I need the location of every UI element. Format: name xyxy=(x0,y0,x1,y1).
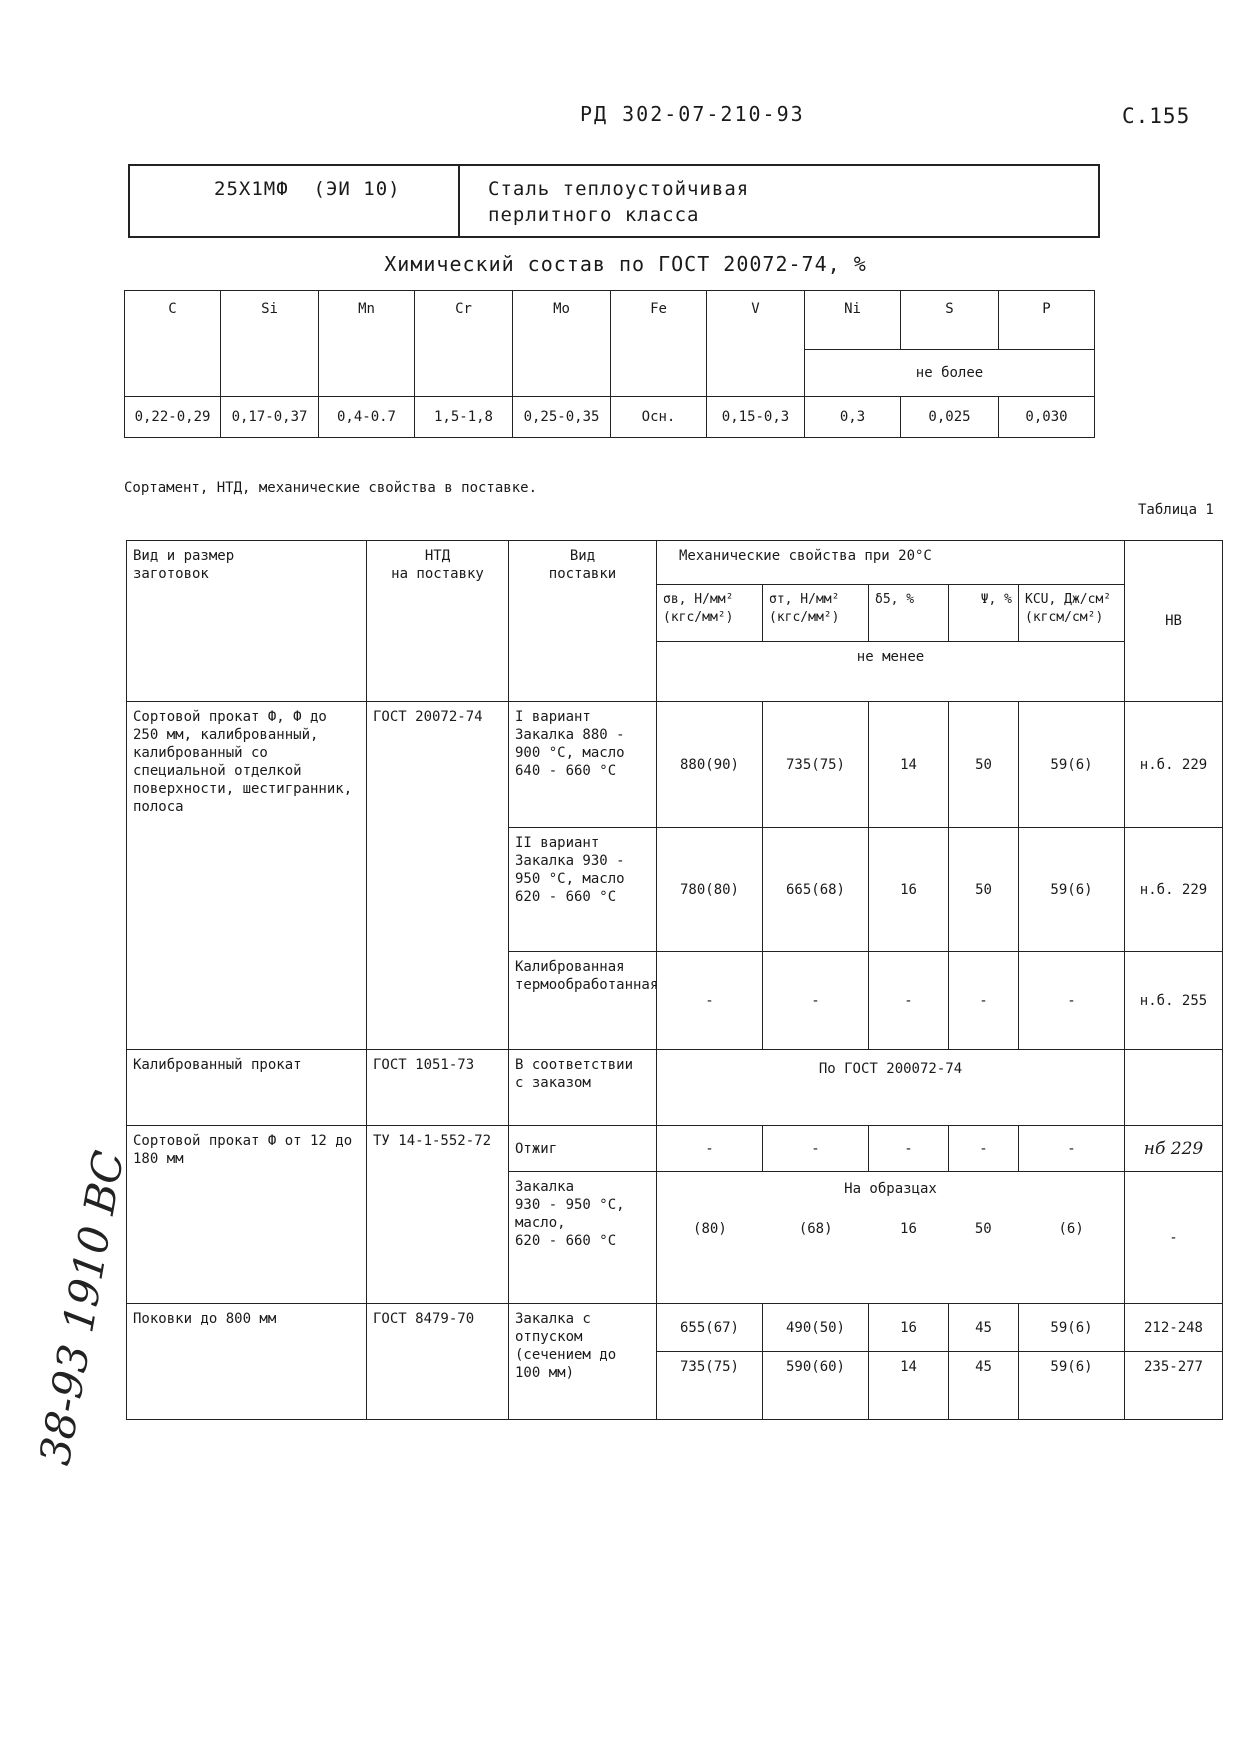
row3b-delivery: Закалка 930 - 950 °С, масло, 620 - 660 °С xyxy=(509,1172,657,1304)
row1c-kcu: - xyxy=(1019,952,1125,1050)
chem-header-si: Si xyxy=(221,291,319,397)
assortment-title: Сортамент, НТД, механические свойства в поставке. xyxy=(124,480,538,496)
row4-kind: Поковки до 800 мм xyxy=(127,1304,367,1420)
chem-value-mo: 0,25-0,35 xyxy=(513,397,611,438)
chem-header-fe: Fe xyxy=(611,291,707,397)
document-code: РД 302-07-210-93 xyxy=(580,102,805,126)
row1a-delivery: I вариант Закалка 880 - 900 °С, масло 640 - 660 °С xyxy=(509,702,657,828)
row4-ntd: ГОСТ 8479-70 xyxy=(367,1304,509,1420)
row1b-hb: н.б. 229 xyxy=(1125,828,1223,952)
row1c-sigma-t: - xyxy=(763,952,869,1050)
chem-header-ni: Ni xyxy=(805,291,901,350)
row3b-psi: 50 xyxy=(974,1221,992,1237)
row3a-hb: нб 229 xyxy=(1125,1126,1223,1172)
chem-value-s: 0,025 xyxy=(901,397,999,438)
chemical-composition-title: Химический состав по ГОСТ 20072-74, % xyxy=(384,252,867,276)
row3b-props xyxy=(657,1172,1125,1304)
row4b-hb: 235-277 xyxy=(1125,1352,1223,1420)
row2-hb xyxy=(1125,1050,1223,1126)
steel-grade: 25Х1МФ (ЭИ 10) xyxy=(214,178,401,200)
steel-description-line1: Сталь теплоустойчивая xyxy=(488,178,750,200)
chem-header-p: P xyxy=(999,291,1095,350)
table-label: Таблица 1 xyxy=(1138,502,1214,518)
row2-props: По ГОСТ 200072-74 xyxy=(657,1050,1125,1126)
chem-value-fe: Осн. xyxy=(611,397,707,438)
header-delta: δ5, % xyxy=(869,585,949,642)
row3a-delivery: Отжиг xyxy=(509,1126,657,1172)
row1b-sigma-b: 780(80) xyxy=(657,828,763,952)
page-number: С.155 xyxy=(1122,104,1191,128)
row3a-psi: - xyxy=(949,1126,1019,1172)
row1a-delta: 14 xyxy=(869,702,949,828)
chem-value-ni: 0,3 xyxy=(805,397,901,438)
row1c-psi: - xyxy=(949,952,1019,1050)
row4a-psi: 45 xyxy=(949,1304,1019,1352)
row1a-kcu: 59(6) xyxy=(1019,702,1125,828)
row1-ntd: ГОСТ 20072-74 xyxy=(367,702,509,1050)
row4a-kcu: 59(6) xyxy=(1019,1304,1125,1352)
row4b-kcu: 59(6) xyxy=(1019,1352,1125,1420)
row4a-delta: 16 xyxy=(869,1304,949,1352)
chem-header-mn: Mn xyxy=(319,291,415,397)
chem-value-cr: 1,5-1,8 xyxy=(415,397,513,438)
row4a-sigma-t: 490(50) xyxy=(763,1304,869,1352)
chemical-composition-table xyxy=(124,290,1095,438)
row1b-kcu: 59(6) xyxy=(1019,828,1125,952)
header-sigma-t: σт, Н/мм² (кгс/мм²) xyxy=(763,585,869,642)
row3b-kcu: (6) xyxy=(1058,1221,1084,1237)
header-sigma-b: σв, Н/мм² (кгс/мм²) xyxy=(657,585,763,642)
row1a-psi: 50 xyxy=(949,702,1019,828)
row3a-kcu: - xyxy=(1019,1126,1125,1172)
row3b-values xyxy=(657,1198,1124,1238)
chem-header-v: V xyxy=(707,291,805,397)
row1c-delivery: Калиброванная термообработанная xyxy=(509,952,657,1050)
row3a-sigma-t: - xyxy=(763,1126,869,1172)
row3b-sigma-b: (80) xyxy=(693,1221,727,1237)
row2-delivery: В соответствии с заказом xyxy=(509,1050,657,1126)
handwritten-side-note: 38-93 1910 ВС xyxy=(30,1147,134,1469)
header-hb: НВ xyxy=(1125,541,1223,702)
chem-value-v: 0,15-0,3 xyxy=(707,397,805,438)
row1b-psi: 50 xyxy=(949,828,1019,952)
row3b-sigma-t: (68) xyxy=(798,1221,833,1237)
header-ntd: НТД на поставку xyxy=(367,541,509,702)
row1c-hb: н.б. 255 xyxy=(1125,952,1223,1050)
row3a-delta: - xyxy=(869,1126,949,1172)
chem-not-more: не более xyxy=(805,350,1095,397)
row4b-psi: 45 xyxy=(949,1352,1019,1420)
row1b-delta: 16 xyxy=(869,828,949,952)
row4-delivery: Закалка с отпуском (сечением до 100 мм) xyxy=(509,1304,657,1420)
steel-description xyxy=(488,176,749,228)
row1a-sigma-t: 735(75) xyxy=(763,702,869,828)
row3b-hb: - xyxy=(1125,1172,1223,1304)
row1a-sigma-b: 880(90) xyxy=(657,702,763,828)
mechanical-properties-table xyxy=(126,540,1223,1420)
row1-kind: Сортовой прокат Ф, Ф до 250 мм, калиброванный, калиброванный со специальной отделкой поверхности, шестигранник, полоса xyxy=(127,702,367,1050)
header-not-less: не менее xyxy=(657,641,1125,701)
row4b-delta: 14 xyxy=(869,1352,949,1420)
chem-value-mn: 0,4-0.7 xyxy=(319,397,415,438)
row2-kind: Калиброванный прокат xyxy=(127,1050,367,1126)
chem-value-p: 0,030 xyxy=(999,397,1095,438)
steel-description-line2: перлитного класса xyxy=(488,204,700,226)
chem-header-cr: Cr xyxy=(415,291,513,397)
chem-value-si: 0,17-0,37 xyxy=(221,397,319,438)
header-kcu: КСU, Дж/см² (кгсм/см²) xyxy=(1019,585,1125,642)
header-kind-size: Вид и размер заготовок xyxy=(127,541,367,702)
row3b-delta: 16 xyxy=(900,1221,917,1237)
row1a-hb: н.б. 229 xyxy=(1125,702,1223,828)
row4a-sigma-b: 655(67) xyxy=(657,1304,763,1352)
row1b-sigma-t: 665(68) xyxy=(763,828,869,952)
row1b-delivery: II вариант Закалка 930 - 950 °С, масло 620 - 660 °С xyxy=(509,828,657,952)
row4b-sigma-b: 735(75) xyxy=(657,1352,763,1420)
header-delivery: Вид поставки xyxy=(509,541,657,702)
row3-ntd: ТУ 14-1-552-72 xyxy=(367,1126,509,1304)
row2-ntd: ГОСТ 1051-73 xyxy=(367,1050,509,1126)
row3b-note: На образцах xyxy=(844,1181,937,1197)
header-mechanical-props: Механические свойства при 20°С xyxy=(657,541,1125,585)
header-psi: Ψ, % xyxy=(949,585,1019,642)
chem-header-s: S xyxy=(901,291,999,350)
chem-header-c: C xyxy=(125,291,221,397)
row1c-sigma-b: - xyxy=(657,952,763,1050)
row4a-hb: 212-248 xyxy=(1125,1304,1223,1352)
row3a-sigma-b: - xyxy=(657,1126,763,1172)
grade-header-divider xyxy=(458,164,460,238)
row1c-delta: - xyxy=(869,952,949,1050)
chem-header-mo: Mo xyxy=(513,291,611,397)
row3-kind: Сортовой прокат Ф от 12 до 180 мм xyxy=(127,1126,367,1304)
row4b-sigma-t: 590(60) xyxy=(763,1352,869,1420)
chem-value-c: 0,22-0,29 xyxy=(125,397,221,438)
